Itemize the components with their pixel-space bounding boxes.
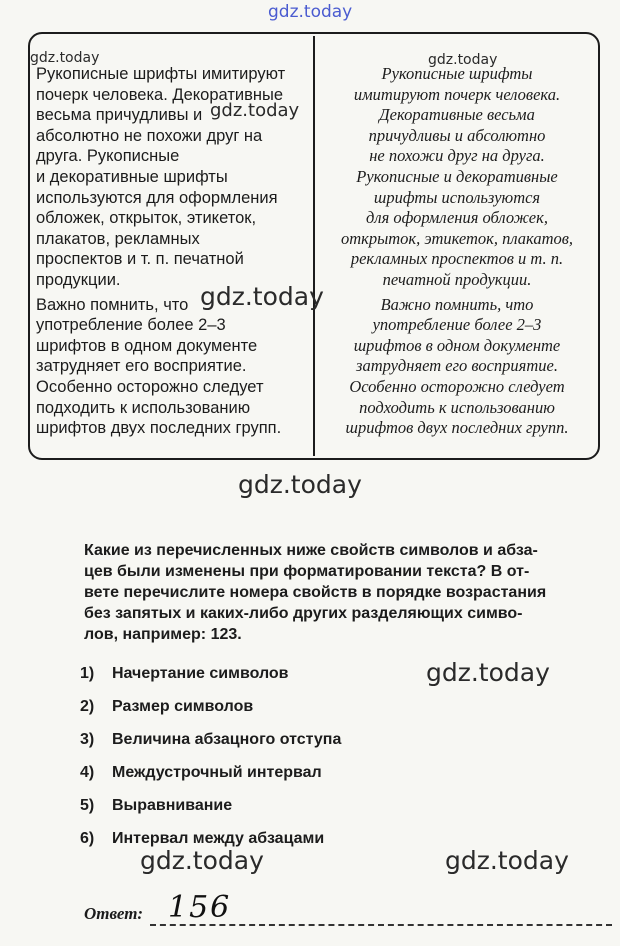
question-line: Какие из перечисленных ниже свойств символов и абза- — [84, 542, 538, 559]
text-line: Важно помнить, что — [380, 294, 534, 314]
question-line: вете перечислите номера свойств в порядке возрастания — [84, 584, 547, 601]
option-number: 6) — [80, 830, 95, 847]
text-line: Рукописные и декоративные — [356, 166, 558, 186]
text-line: для оформления обложек, — [366, 208, 548, 228]
option-item — [80, 662, 480, 695]
text-line: Рукописные шрифты — [381, 64, 533, 83]
text-line: проспектов и т. п. печатной — [36, 250, 244, 269]
question-line: лов, например: 123. — [84, 626, 242, 643]
option-number: 4) — [80, 764, 95, 781]
text-line: Особенно осторожно следует — [349, 376, 565, 396]
text-line: не похожи друг на друга. — [369, 146, 545, 166]
text-line: Декоративные весьма — [379, 105, 535, 125]
text-line: подходить к использованию — [359, 397, 555, 417]
answer-row — [84, 890, 612, 928]
text-line: шрифтов двух последних групп. — [345, 418, 569, 438]
question-line: без запятых и каких-либо других разделяющих симво- — [84, 605, 523, 622]
option-label: Интервал между абзацами — [112, 830, 325, 847]
option-item — [80, 695, 480, 728]
text-line: печатной продукции. — [382, 269, 532, 289]
answer-value: 156 — [168, 890, 232, 925]
text-line: друга. Рукописные — [36, 147, 180, 166]
text-line: и декоративные шрифты — [36, 167, 228, 186]
text-line: Особенно осторожно следует — [36, 377, 264, 396]
text-line: продукции. — [36, 270, 121, 289]
text-line: абсолютно не похожи друг на — [36, 126, 263, 145]
option-number: 1) — [80, 665, 95, 682]
text-line: Важно помнить, что — [36, 295, 189, 314]
option-label: Междустрочный интервал — [112, 764, 322, 781]
text-line: подходить к использованию — [36, 398, 251, 417]
option-label: Начертание символов — [112, 665, 289, 682]
right-paragraph-1 — [322, 64, 592, 291]
question-text — [84, 540, 614, 645]
watermark-large: gdz.today — [140, 846, 264, 875]
left-paragraph-1 — [36, 64, 316, 291]
text-line: обложек, открыток, этикеток, — [36, 209, 257, 228]
text-line: плакатов, рекламных — [36, 229, 200, 248]
text-line: шрифтов двух последних групп. — [36, 419, 282, 438]
watermark-large: gdz.today — [200, 282, 324, 311]
text-line: почерк человека. Декоративные — [36, 85, 284, 104]
option-item — [80, 728, 480, 761]
text-line: шрифтов в одном документе — [353, 335, 561, 355]
option-number: 5) — [80, 797, 95, 814]
text-line: употребление более 2–3 — [372, 315, 542, 335]
watermark-small-right: gdz.today — [428, 52, 498, 68]
text-line: шрифтов в одном документе — [36, 336, 258, 355]
text-line: рекламных проспектов и т. п. — [350, 249, 564, 269]
text-line: шрифты используются — [373, 187, 541, 207]
watermark-small-left: gdz.today — [30, 50, 100, 66]
option-number: 2) — [80, 698, 95, 715]
option-label: Размер символов — [112, 698, 254, 715]
text-line: весьма причудливы и — [36, 106, 203, 125]
watermark-large: gdz.today — [445, 846, 569, 875]
right-paragraph-2 — [322, 295, 592, 439]
formatted-text-column — [322, 64, 592, 443]
text-line: затрудняет его восприятие. — [356, 356, 558, 376]
watermark-large: gdz.today — [426, 658, 550, 687]
option-label: Выравнивание — [112, 797, 233, 814]
watermark-top: gdz.today — [268, 2, 353, 22]
text-line: используются для оформления — [36, 188, 278, 207]
text-line: имитируют почерк человека. — [353, 84, 561, 104]
option-item — [80, 761, 480, 794]
text-line: затрудняет его восприятие. — [36, 357, 247, 376]
watermark-large: gdz.today — [238, 470, 362, 499]
option-label: Величина абзацного отступа — [112, 731, 342, 748]
answer-label: Ответ: — [84, 904, 144, 923]
option-number: 3) — [80, 731, 95, 748]
text-line: открыток, этикеток, плакатов, — [340, 228, 574, 248]
text-line: причудливы и абсолютно — [368, 125, 546, 145]
question-line: цев были изменены при форматировании текста? В от- — [84, 563, 530, 580]
text-line: Рукописные шрифты имитируют — [36, 65, 286, 83]
text-line: употребление более 2–3 — [36, 316, 226, 335]
left-paragraph-2 — [36, 295, 316, 439]
options-list — [80, 662, 480, 860]
option-item — [80, 794, 480, 827]
watermark-mid: gdz.today — [210, 100, 300, 121]
